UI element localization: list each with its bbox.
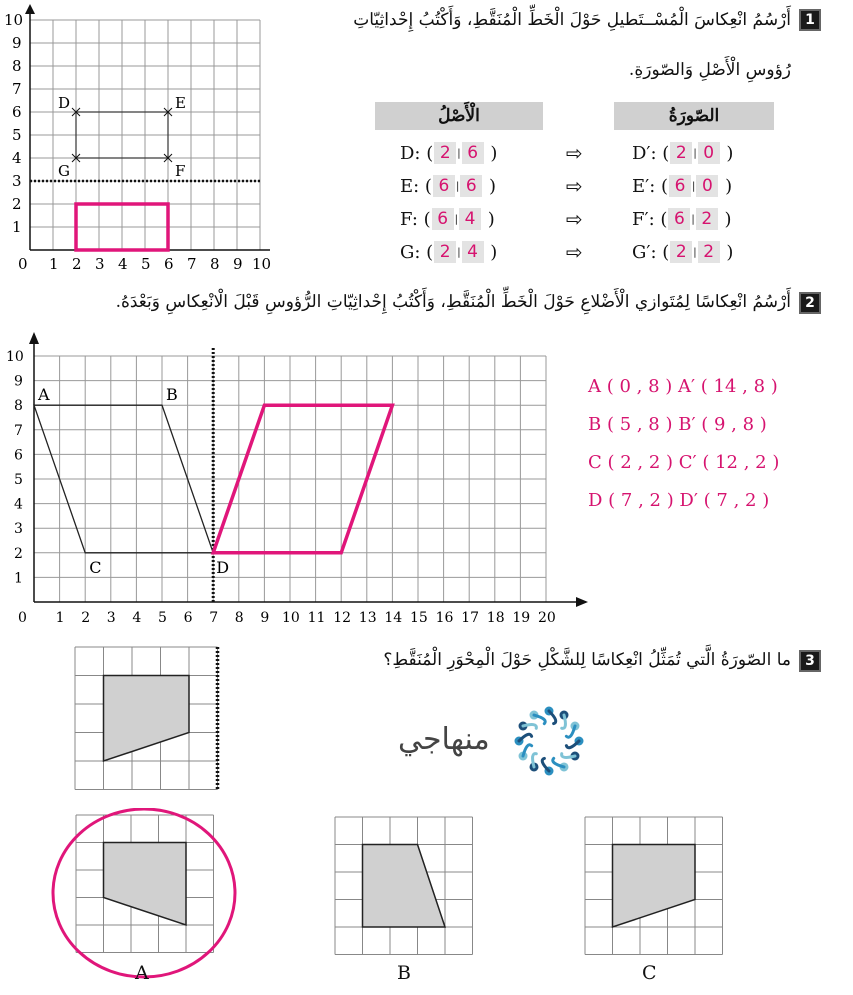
q1-graph (0, 0, 280, 280)
x-tick-label: 5 (158, 610, 167, 626)
vertex-label: D (58, 94, 71, 112)
y-tick-label: 7 (14, 422, 23, 439)
y-answer-box[interactable]: 0 (696, 175, 718, 197)
y-answer-box[interactable]: 0 (698, 142, 720, 164)
arrow-right-icon: ⇨ (566, 141, 583, 165)
option-c-figure[interactable] (580, 812, 730, 962)
original-coordinate-row (400, 142, 497, 164)
y-axis-arrow-icon (29, 332, 39, 344)
y-tick-label: 8 (14, 398, 23, 415)
x-tick-label: 8 (210, 255, 220, 273)
logo-arm (553, 758, 564, 767)
x-answer-box[interactable]: 2 (434, 142, 456, 164)
point-label: D′: ( (632, 142, 670, 164)
y-tick-label: 1 (12, 218, 22, 236)
x-tick-label: 13 (358, 610, 377, 626)
y-tick-label: 5 (12, 126, 22, 144)
x-tick-label: 7 (209, 610, 219, 626)
question-1-text-line2: رُؤوسِ الْأَصْلِ وَالصّورَةِ. (628, 60, 791, 80)
arrow-right-icon: ⇨ (566, 174, 583, 198)
x-tick-label: 0 (18, 255, 28, 273)
x-tick-label: 15 (410, 610, 428, 626)
logo-arm (566, 741, 579, 748)
source-shape (104, 676, 190, 762)
header-image: الصّورَةُ (614, 102, 774, 130)
image-coordinate-row (632, 175, 732, 197)
option-b-label[interactable]: B (397, 962, 411, 984)
vertex-label: B (166, 385, 178, 405)
x-tick-label: 7 (187, 255, 197, 273)
option-b-figure[interactable] (330, 812, 480, 962)
x-tick-label: 5 (141, 255, 151, 273)
x-tick-label: 10 (252, 255, 272, 273)
image-coordinate-row (632, 142, 733, 164)
x-answer-box[interactable]: 2 (434, 241, 456, 263)
y-answer-box[interactable]: 4 (462, 241, 484, 263)
pair-b: B ( 5 , 8 ) B′ ( 9 , 8 ) (588, 414, 767, 435)
x-axis-arrow-icon (576, 597, 588, 607)
coordinate-pairs-list (588, 368, 779, 520)
original-coordinate-row (400, 175, 496, 197)
separator: | (693, 147, 697, 159)
x-tick-label: 3 (95, 255, 105, 273)
image-coordinate-row (632, 208, 732, 230)
vertex-label: F (175, 162, 186, 180)
x-tick-label: 4 (132, 610, 142, 626)
separator: | (454, 213, 459, 225)
arrow-right-icon: ⇨ (566, 207, 583, 231)
pair-a: A ( 0 , 8 ) A′ ( 14 , 8 ) (588, 376, 778, 397)
x-tick-label: 18 (486, 610, 505, 626)
y-tick-label: 9 (12, 34, 22, 52)
x-tick-label: 17 (461, 610, 480, 626)
option-a-shape (104, 843, 187, 926)
y-tick-label: 2 (14, 545, 23, 562)
y-tick-label: 5 (14, 472, 23, 488)
x-tick-label: 12 (333, 610, 352, 626)
y-answer-box[interactable]: 6 (462, 142, 484, 164)
point-label: G′: ( (632, 241, 670, 263)
question-2-text: أَرْسُمُ انْعِكاسًا لِمُتَوازي الْأَضْلاعِ حَوْلَ الْخَطِّ الْمُنَقَّطِ، وَأَكْتُبُ إِحْداثِيّاتِ الرُّؤوسِ قَبْلَ الْانْعِكاسِ وَبَعْدَهُ. (115, 292, 791, 312)
y-tick-label: 4 (14, 496, 23, 513)
x-answer-box[interactable]: 6 (668, 208, 690, 230)
y-tick-label: 3 (14, 521, 23, 538)
close-paren: ) (720, 142, 734, 164)
original-coordinate-row (400, 241, 497, 263)
close-paren: ) (718, 208, 732, 230)
close-paren: ) (482, 208, 495, 230)
x-tick-label: 14 (384, 610, 403, 626)
y-tick-label: 1 (14, 570, 23, 587)
y-tick-label: 7 (12, 80, 22, 98)
logo-arm (519, 734, 532, 741)
logo-arm (566, 726, 575, 737)
logo-text: منهاجي (398, 722, 490, 757)
point-label: D: ( (400, 142, 434, 164)
y-tick-label: 2 (12, 195, 22, 213)
x-tick-label: 2 (72, 255, 82, 273)
point-label: E: ( (400, 175, 432, 197)
point-label: E′: ( (632, 175, 669, 197)
y-axis-arrow-icon (25, 4, 35, 14)
y-tick-label: 6 (12, 103, 22, 121)
x-answer-box[interactable]: 6 (432, 208, 454, 230)
question-3-text: ما الصّورَةُ الَّتي تُمَثِّلُ انْعِكاسًا لِلشَّكْلِ حَوْلَ الْمِحْوَرِ الْمُنَقَّطِ؟ (383, 650, 791, 670)
x-tick-label: 19 (512, 610, 531, 626)
point-label: F: ( (400, 208, 431, 230)
x-tick-label: 6 (164, 255, 174, 273)
y-tick-label: 10 (6, 349, 24, 365)
pair-c: C ( 2 , 2 ) C′ ( 12 , 2 ) (588, 452, 780, 473)
x-answer-box[interactable]: 2 (670, 241, 692, 263)
question-3-badge: 3 (799, 650, 821, 672)
x-tick-label: 4 (118, 255, 128, 273)
question-2-badge: 2 (799, 292, 821, 314)
point-label: F′: ( (632, 208, 668, 230)
image-coordinate-row (632, 241, 733, 263)
question-1-text-line1: أَرْسُمُ انْعِكاسَ الْمُسْــتَطيلِ حَوْلَ الْخَطِّ الْمُنَقَّطِ، وَأَكْتُبُ إِحْداثِيّاتِ (353, 10, 791, 30)
q3-source-figure (70, 642, 230, 792)
arrow-right-icon: ⇨ (566, 240, 583, 264)
x-tick-label: 10 (282, 610, 300, 626)
separator: | (455, 180, 460, 192)
x-tick-label: 6 (183, 610, 193, 626)
x-tick-label: 20 (538, 610, 556, 626)
separator: | (692, 180, 696, 192)
point-label: G: ( (400, 241, 434, 263)
y-tick-label: 8 (12, 57, 22, 75)
close-paren: ) (483, 175, 497, 197)
separator: | (693, 246, 697, 258)
logo-emblem-icon (508, 700, 590, 782)
y-tick-label: 6 (14, 447, 23, 464)
vertex-label: G (58, 162, 70, 180)
header-original: الْأَصْلُ (375, 102, 543, 130)
question-1-badge: 1 (799, 9, 821, 31)
x-answer-box[interactable]: 2 (670, 142, 692, 164)
option-c-shape (613, 845, 696, 928)
y-tick-label: 4 (12, 149, 22, 167)
pair-d: D ( 7 , 2 ) D′ ( 7 , 2 ) (588, 490, 770, 511)
option-a-figure[interactable] (50, 808, 240, 988)
vertex-label: D (216, 557, 230, 577)
option-a-label[interactable]: A (135, 962, 149, 984)
x-tick-label: 16 (435, 610, 454, 626)
x-tick-label: 9 (260, 610, 270, 626)
x-answer-box[interactable]: 6 (669, 175, 691, 197)
logo-arm (534, 715, 545, 724)
y-tick-label: 9 (14, 373, 23, 390)
q2-graph (0, 330, 600, 630)
close-paren: ) (484, 241, 498, 263)
separator: | (457, 246, 461, 258)
vertex-label: A (38, 385, 50, 405)
y-answer-box[interactable]: 2 (698, 241, 720, 263)
logo-arm (549, 711, 556, 724)
close-paren: ) (484, 142, 498, 164)
option-c-label[interactable]: C (642, 962, 657, 984)
y-tick-label: 3 (12, 172, 22, 190)
x-tick-label: 11 (307, 610, 326, 626)
option-b-shape (363, 845, 446, 928)
logo-arm (542, 758, 549, 771)
original-coordinate-row (400, 208, 495, 230)
y-answer-box[interactable]: 4 (459, 208, 481, 230)
separator: | (457, 147, 461, 159)
close-paren: ) (720, 241, 734, 263)
y-answer-box[interactable]: 2 (696, 208, 718, 230)
x-tick-label: 1 (49, 255, 59, 273)
x-tick-label: 8 (234, 610, 244, 626)
x-tick-label: 0 (18, 610, 27, 626)
close-paren: ) (719, 175, 733, 197)
vertex-label: E (175, 94, 186, 112)
separator: | (691, 213, 695, 225)
x-answer-box[interactable]: 6 (433, 175, 455, 197)
vertex-label: C (89, 557, 102, 577)
y-tick-label: 10 (4, 11, 24, 29)
x-tick-label: 9 (233, 255, 243, 273)
y-answer-box[interactable]: 6 (460, 175, 482, 197)
x-tick-label: 3 (106, 610, 116, 626)
x-tick-label: 1 (55, 610, 65, 626)
logo-arm (523, 745, 532, 756)
x-tick-label: 2 (81, 610, 91, 626)
